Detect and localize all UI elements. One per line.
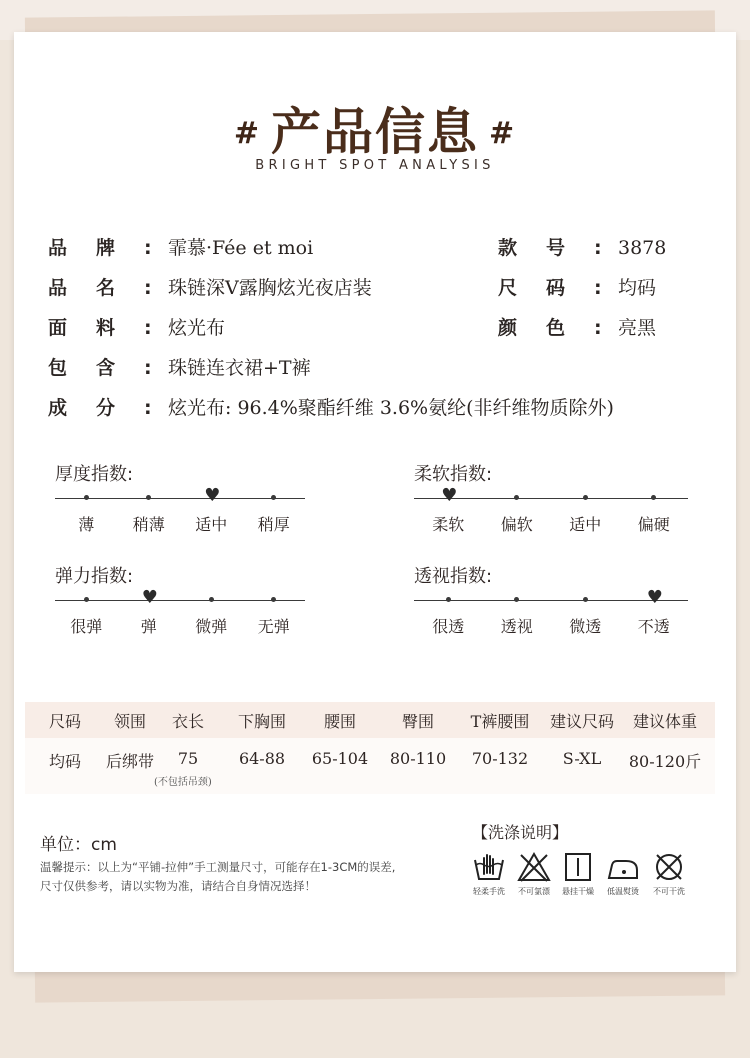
table-cell: 75 [177, 749, 199, 768]
info-key: 号 [546, 237, 566, 259]
scale-label: 适中 [569, 515, 602, 534]
table-header-cell: 下胸围 [237, 712, 286, 731]
info-key: 面 [48, 317, 68, 339]
page-subtitle: BRIGHT SPOT ANALYSIS [255, 158, 495, 173]
wash-label: 轻柔手洗 [473, 887, 505, 896]
info-colon: : [594, 237, 602, 259]
scale-dot [583, 495, 588, 500]
info-size [498, 268, 656, 308]
scale-dot [583, 597, 588, 602]
info-fabric [48, 308, 225, 348]
no-bleach-icon [513, 852, 555, 897]
scale-line [55, 498, 305, 499]
info-style-no [498, 228, 666, 268]
table-cell: S-XL [562, 749, 602, 768]
scale-label: 很弹 [70, 617, 103, 636]
table-cell: 80-120斤 [628, 752, 702, 771]
info-colon: : [144, 277, 152, 299]
title-text: 产品信息 [271, 103, 479, 161]
scale-label: 稍厚 [257, 515, 290, 534]
scale-title: 柔软指数: [414, 464, 493, 485]
wash-label: 悬挂干燥 [562, 887, 594, 896]
scale-label: 偏软 [500, 515, 533, 534]
hash-left: # [233, 116, 261, 151]
info-colon: : [594, 317, 602, 339]
info-colon: : [144, 237, 152, 259]
scale-label: 柔软 [432, 515, 465, 534]
info-key: 码 [546, 277, 566, 299]
scale-label: 微弹 [195, 617, 228, 636]
info-value: 珠链深V露胸炫光夜店装 [168, 277, 372, 299]
info-key: 色 [546, 317, 566, 339]
tip-line-1: 温馨提示：以上为“平铺-拉伸”手工测量尺寸，可能存在1-3CM的误差, [40, 860, 396, 874]
scale-marker-heart-icon: ♥ [141, 587, 158, 608]
tip-line-2: 尺寸仅供参考，请以实物为准，请结合自身情况选择！ [40, 879, 316, 893]
scale-title: 透视指数: [414, 566, 493, 587]
table-header-cell: 臀围 [401, 712, 434, 731]
scale-label: 透视 [500, 617, 533, 636]
no-dry-clean-icon [648, 852, 690, 897]
info-value: 均码 [618, 277, 657, 299]
table-header-cell: T裤腰围 [470, 712, 530, 731]
table-cell: 80-110 [389, 749, 447, 768]
table-cell: 后绑带 [105, 752, 154, 771]
info-colon: : [144, 397, 152, 419]
table-header-cell: 建议尺码 [549, 712, 614, 731]
info-includes [48, 348, 311, 388]
unit-label: 单位：cm [40, 835, 117, 855]
info-brand [48, 228, 313, 268]
scale-label: 无弹 [257, 617, 290, 636]
scale-label: 微透 [569, 617, 602, 636]
info-key: 品 [48, 277, 68, 299]
table-cell: 64-88 [238, 749, 286, 768]
scale-marker-heart-icon: ♥ [204, 485, 221, 506]
info-color [498, 308, 656, 348]
info-key: 含 [96, 357, 116, 379]
scale-dot [446, 597, 451, 602]
scale-label: 不透 [637, 617, 670, 636]
info-card [14, 32, 736, 972]
scale-title: 厚度指数: [55, 464, 134, 485]
scale-marker-heart-icon: ♥ [441, 485, 458, 506]
info-colon: : [594, 277, 602, 299]
scale-label: 薄 [78, 515, 95, 534]
info-value: 亮黑 [618, 317, 657, 339]
scale-line [55, 600, 305, 601]
table-header-cell: 建议体重 [632, 712, 697, 731]
scale-dot [84, 597, 89, 602]
info-value: 炫光布: 96.4%聚酯纤维 3.6%氨纶(非纤维物质除外) [168, 397, 614, 419]
wash-label: 低温熨烫 [607, 887, 639, 896]
info-key: 颜 [498, 317, 518, 339]
table-header-cell: 领围 [113, 712, 146, 731]
scale-dot [84, 495, 89, 500]
hand-wash-icon [468, 852, 510, 897]
info-value: 珠链连衣裙+T裤 [168, 357, 311, 379]
info-key: 牌 [96, 237, 116, 259]
info-colon: : [144, 357, 152, 379]
info-composition [48, 388, 614, 428]
info-colon: : [144, 317, 152, 339]
scale-label: 适中 [195, 515, 228, 534]
scale-label: 弹 [140, 617, 157, 636]
scale-dot [209, 597, 214, 602]
scale-title: 弹力指数: [55, 566, 134, 587]
info-key: 款 [498, 237, 518, 259]
table-header-cell: 衣长 [171, 712, 204, 731]
info-value: 炫光布 [168, 317, 226, 339]
info-value: 霏慕·Fée et moi [168, 237, 314, 259]
table-header-cell: 尺码 [48, 712, 81, 731]
hash-right: # [489, 116, 517, 151]
hang-dry-icon [557, 852, 599, 897]
measure-tip [40, 858, 460, 896]
table-cell: 65-104 [311, 749, 369, 768]
length-note: (不包括吊颈) [154, 777, 212, 788]
scale-label: 稍薄 [132, 515, 165, 534]
wash-label: 不可干洗 [653, 887, 685, 896]
table-cell: 70-132 [471, 749, 529, 768]
info-key: 品 [48, 237, 68, 259]
table-header-cell: 腰围 [323, 712, 356, 731]
info-name [48, 268, 372, 308]
info-key: 名 [96, 277, 116, 299]
info-value: 3878 [618, 237, 667, 259]
table-cell: 均码 [48, 752, 81, 771]
scale-label: 偏硬 [637, 515, 670, 534]
scale-marker-heart-icon: ♥ [646, 587, 663, 608]
info-key: 料 [96, 317, 116, 339]
wash-title: 【洗涤说明】 [472, 823, 569, 842]
info-key: 尺 [498, 277, 518, 299]
info-key: 成 [48, 397, 68, 419]
info-key: 包 [48, 357, 68, 379]
scale-label: 很透 [432, 617, 465, 636]
wash-label: 不可氯漂 [518, 887, 550, 896]
info-key: 分 [96, 397, 116, 419]
page-title [0, 92, 750, 164]
low-iron-icon [602, 852, 644, 897]
